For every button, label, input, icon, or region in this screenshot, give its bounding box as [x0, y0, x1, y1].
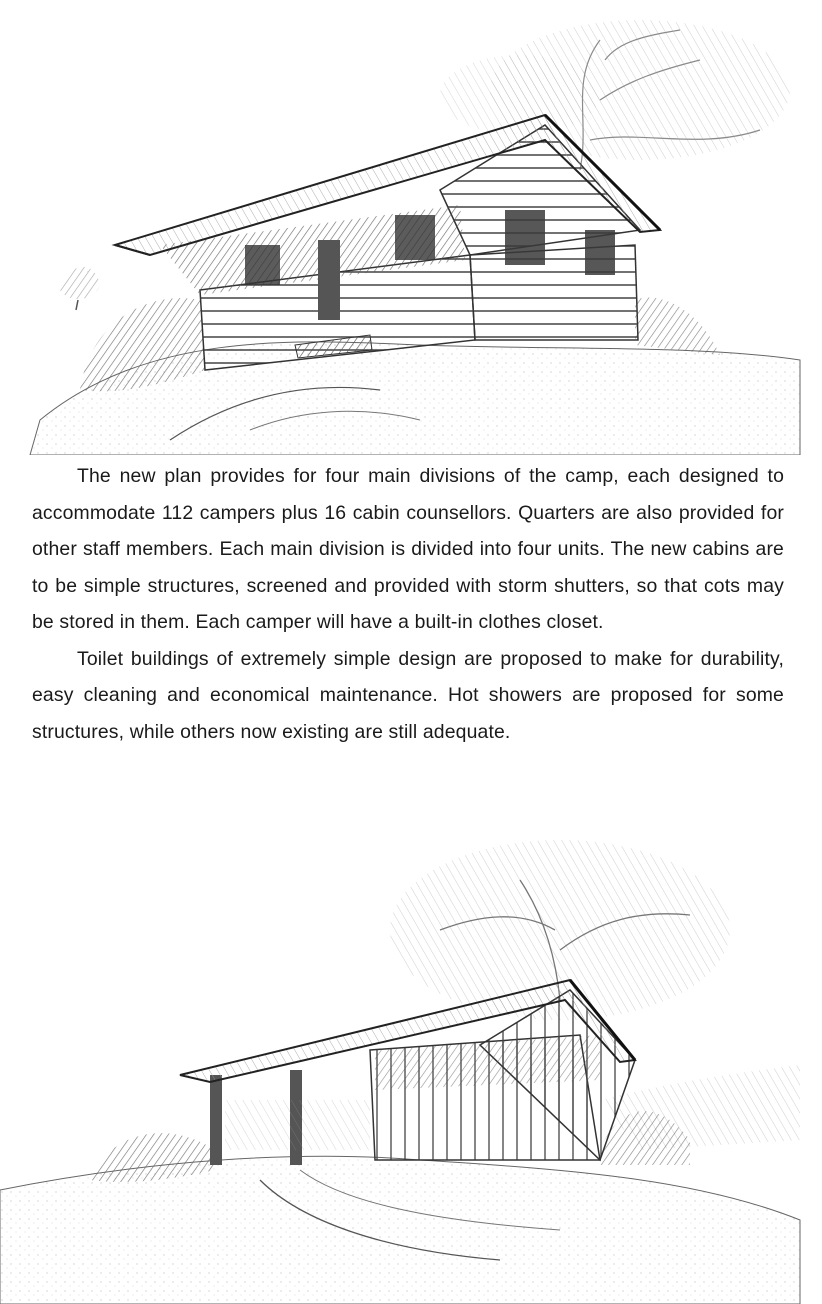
cabin-sketch-icon: [0, 0, 822, 455]
toilet-building-illustration: [0, 820, 822, 1304]
cabin-illustration: [0, 0, 822, 455]
paragraph-toilet-buildings: Toilet buildings of extremely simple design are proposed to make for durability, easy cleaning and economical maintenance. Hot showers are proposed for some structures, while others now existing are still adequate.: [32, 647, 784, 743]
body-text: [32, 458, 784, 750]
paragraph-camp-divisions: The new plan provides for four main divisions of the camp, each designed to accommodate 112 campers plus 16 cabin counsellors. Quarters are also provided for other staff members. Each main division is divided into four units. The new cabins are to be simple structures, screened and provided with storm shutters, so that cots may be stored in them. Each camper will have a built-in clothes closet.: [32, 465, 784, 633]
toilet-building-sketch-icon: [0, 820, 822, 1304]
